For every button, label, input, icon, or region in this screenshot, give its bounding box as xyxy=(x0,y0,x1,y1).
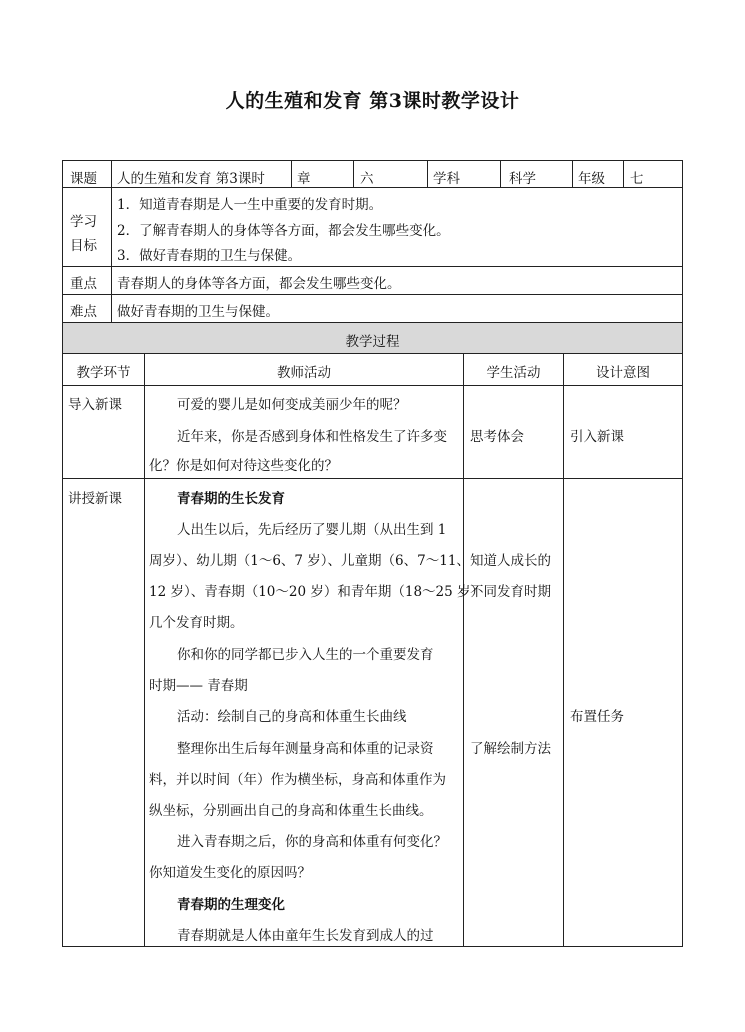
lecture-teacher-line: 12 岁）、青春期（10～20 岁）和青年期（18～25 岁） xyxy=(149,584,485,600)
intro-teacher-line: 化？你是如何对待这些变化的？ xyxy=(149,458,338,474)
page-title: 人的生殖和发育 第3课时教学设计 xyxy=(225,90,520,112)
lecture-heading: 青春期的生长发育 xyxy=(177,491,285,507)
intro-intent: 引入新课 xyxy=(570,429,624,445)
lecture-teacher-line: 纵坐标，分别画出自己的身高和体重生长曲线。 xyxy=(149,803,433,819)
column-header-intent: 设计意图 xyxy=(596,365,650,381)
lecture-teacher-line: 青春期就是人体由童年生长发育到成人的过 xyxy=(177,928,434,944)
intro-teacher-line: 近年来，你是否感到身体和性格发生了许多变 xyxy=(177,429,447,445)
objective-item: 3．做好青春期的卫生与保健。 xyxy=(117,248,302,264)
lecture-teacher-line: 人出生以后，先后经历了婴儿期（从出生到 1 xyxy=(177,522,447,538)
subject-label: 学科 xyxy=(433,171,460,187)
lecture-teacher-line: 你知道发生变化的原因吗？ xyxy=(149,865,311,881)
lecture-heading: 青春期的生理变化 xyxy=(177,897,285,913)
lecture-student-line: 了解绘制方法 xyxy=(470,741,551,757)
chapter-value: 六 xyxy=(360,171,374,187)
objectives-label-line2: 目标 xyxy=(70,238,97,254)
lecture-student-line: 不同发育时期 xyxy=(470,584,551,600)
subject-value: 科学 xyxy=(509,171,536,187)
lecture-teacher-line: 你和你的同学都已步入人生的一个重要发育 xyxy=(177,647,434,663)
lecture-teacher-line: 料，并以时间（年）作为横坐标，身高和体重作为 xyxy=(149,772,446,788)
lecture-teacher-line: 几个发育时期。 xyxy=(149,615,244,631)
key-point-label: 重点 xyxy=(70,276,97,292)
objective-item: 2．了解青春期人的身体等各方面，都会发生哪些变化。 xyxy=(117,223,450,239)
lecture-teacher-line: 整理你出生后每年测量身高和体重的记录资 xyxy=(177,741,434,757)
chapter-label: 章 xyxy=(297,171,311,187)
lesson-label: 课题 xyxy=(70,171,97,187)
column-header-stage: 教学环节 xyxy=(76,365,131,381)
objective-item: 1．知道青春期是人一生中重要的发育时期。 xyxy=(117,197,383,213)
intro-teacher-line: 可爱的婴儿是如何变成美丽少年的呢？ xyxy=(177,397,407,413)
key-point-text: 青春期人的身体等各方面，都会发生哪些变化。 xyxy=(117,276,401,292)
grade-label: 年级 xyxy=(578,171,605,187)
intro-student: 思考体会 xyxy=(470,429,524,445)
lecture-stage: 讲授新课 xyxy=(68,491,122,507)
process-header: 教学过程 xyxy=(345,334,400,350)
objectives-label-line1: 学习 xyxy=(70,214,97,230)
lecture-teacher-line: 进入青春期之后，你的身高和体重有何变化？ xyxy=(177,834,447,850)
column-header-student: 学生活动 xyxy=(486,365,541,381)
lecture-intent: 布置任务 xyxy=(570,709,624,725)
lesson-value: 人的生殖和发育 第3课时 xyxy=(117,171,265,187)
difficulty-text: 做好青春期的卫生与保健。 xyxy=(117,304,279,320)
intro-stage: 导入新课 xyxy=(68,397,122,413)
difficulty-label: 难点 xyxy=(70,304,97,320)
lecture-student-line: 知道人成长的 xyxy=(470,553,551,569)
lecture-teacher-line: 活动：绘制自己的身高和体重生长曲线 xyxy=(177,709,407,725)
lecture-teacher-line: 时期—— 青春期 xyxy=(149,678,248,694)
grade-value: 七 xyxy=(630,171,644,187)
column-header-teacher: 教师活动 xyxy=(277,365,331,381)
lecture-teacher-line: 周岁）、幼儿期（1～6、7 岁）、儿童期（6、7～11、 xyxy=(149,553,470,569)
